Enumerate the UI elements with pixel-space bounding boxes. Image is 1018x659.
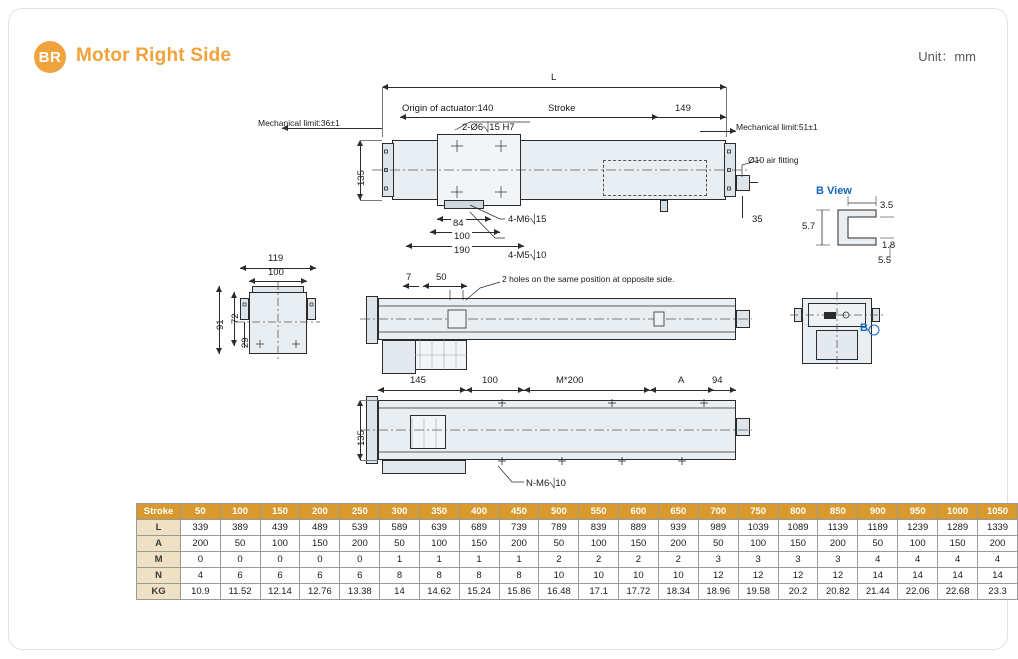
cell: 489	[300, 520, 340, 536]
bview-title: B View	[816, 185, 852, 197]
bview-dim-3-5: 3.5	[880, 200, 894, 211]
unit-label: Unit：mm	[918, 49, 976, 64]
dim-190: 190	[454, 245, 470, 256]
cell: 3	[738, 552, 778, 568]
row-label: M	[137, 552, 181, 568]
table-row	[137, 568, 1018, 584]
cell: 21.44	[858, 584, 898, 600]
top-view-air-fitting	[736, 175, 750, 191]
cell: 989	[698, 520, 738, 536]
cell: 150	[300, 536, 340, 552]
table-col-header: 700	[698, 504, 738, 520]
cell: 200	[658, 536, 698, 552]
cell: 19.58	[738, 584, 778, 600]
cell: 739	[499, 520, 539, 536]
dim-35: 35	[752, 214, 763, 225]
bottom-view-gearhead	[410, 415, 446, 449]
cell: 1139	[818, 520, 858, 536]
cell: 12	[818, 568, 858, 584]
top-view-slider-tab	[444, 200, 484, 209]
cell: 50	[220, 536, 260, 552]
cell: 4	[898, 552, 938, 568]
cell: 439	[260, 520, 300, 536]
cell: 14.62	[419, 584, 459, 600]
row-label: A	[137, 536, 181, 552]
mech-limit-left: Mechanical limit:36±1	[258, 118, 340, 128]
top-view-left-plate	[382, 143, 394, 197]
cell: 11.52	[220, 584, 260, 600]
cell: 14	[858, 568, 898, 584]
cell: 939	[658, 520, 698, 536]
section-badge: BR	[34, 41, 66, 73]
right-view-upper	[808, 303, 866, 327]
cell: 16.48	[539, 584, 579, 600]
cell: 200	[340, 536, 380, 552]
cell: 6	[300, 568, 340, 584]
dim-149: 149	[675, 103, 691, 114]
left-view-top-plate	[252, 286, 304, 293]
cell: 10.9	[181, 584, 221, 600]
table-col-header: 650	[658, 504, 698, 520]
cell: 1289	[938, 520, 978, 536]
cell: 1	[380, 552, 419, 568]
cell: 6	[340, 568, 380, 584]
cell: 12	[738, 568, 778, 584]
right-view-tab-l	[794, 308, 802, 322]
table-col-header: 850	[818, 504, 858, 520]
cell: 12.14	[260, 584, 300, 600]
table-col-header: 1000	[938, 504, 978, 520]
bview-dim-1-8: 1.8	[882, 240, 896, 251]
page-title: Motor Right Side	[76, 45, 232, 66]
origin-note: Origin of actuator:140	[402, 103, 494, 114]
cell: 50	[380, 536, 419, 552]
table-row	[137, 536, 1018, 552]
cell: 1189	[858, 520, 898, 536]
table-col-header: 200	[300, 504, 340, 520]
cell: 100	[419, 536, 459, 552]
cell: 1039	[738, 520, 778, 536]
table-col-header: 800	[778, 504, 818, 520]
table-row	[137, 584, 1018, 600]
cell: 50	[698, 536, 738, 552]
dim-A: A	[678, 375, 685, 386]
table-row	[137, 552, 1018, 568]
middle-view-body	[378, 298, 736, 340]
cell: 18.34	[658, 584, 698, 600]
cell: 339	[181, 520, 221, 536]
bolt-callout-2: 4-M5⎷10	[508, 250, 547, 261]
cell: 4	[858, 552, 898, 568]
cell: 639	[419, 520, 459, 536]
bottom-callout: N-M6⎷10	[526, 478, 566, 489]
dim-100-bottom: 100	[482, 375, 498, 386]
cell: 589	[380, 520, 419, 536]
cell: 10	[658, 568, 698, 584]
cell: 14	[898, 568, 938, 584]
cell: 10	[579, 568, 619, 584]
table-col-header: 250	[340, 504, 380, 520]
table-col-header: 950	[898, 504, 938, 520]
cell: 1	[499, 552, 539, 568]
table-col-header: 550	[579, 504, 619, 520]
table-col-header: 500	[539, 504, 579, 520]
cell: 4	[181, 568, 221, 584]
cell: 50	[539, 536, 579, 552]
cell: 100	[738, 536, 778, 552]
row-label: N	[137, 568, 181, 584]
hole-callout: 2-Ø6⎷15 H7	[462, 122, 515, 133]
cell: 6	[260, 568, 300, 584]
cell: 22.68	[938, 584, 978, 600]
cell: 22.06	[898, 584, 938, 600]
cell: 150	[938, 536, 978, 552]
cell: 12	[778, 568, 818, 584]
cell: 12	[698, 568, 738, 584]
table-col-header: 400	[459, 504, 499, 520]
right-view-motor-face	[816, 330, 858, 360]
cell: 10	[539, 568, 579, 584]
bview-dim-5-5: 5.5	[878, 255, 892, 266]
table-col-header: 750	[738, 504, 778, 520]
left-view-rail-l	[240, 298, 249, 320]
middle-view-endplate	[366, 296, 378, 344]
dim-100-left: 100	[268, 267, 284, 278]
cell: 14	[978, 568, 1018, 584]
cell: 150	[778, 536, 818, 552]
cell: 1239	[898, 520, 938, 536]
holes-note: 2 holes on the same position at opposite side.	[502, 274, 675, 284]
top-view-slider	[437, 134, 521, 206]
top-view-right-plate	[724, 143, 736, 197]
table-col-header: 900	[858, 504, 898, 520]
right-view-tab-r	[872, 308, 880, 322]
cell: 889	[618, 520, 658, 536]
cell: 1089	[778, 520, 818, 536]
cell: 15.24	[459, 584, 499, 600]
cell: 6	[220, 568, 260, 584]
left-view-body	[249, 292, 307, 354]
air-fitting-label: Ø10 air fitting	[748, 155, 799, 165]
cell: 150	[459, 536, 499, 552]
dim-L: L	[551, 72, 557, 83]
bottom-view-motor-base	[382, 460, 466, 474]
cell: 10	[618, 568, 658, 584]
table-col-header: 600	[618, 504, 658, 520]
table-col-header: 350	[419, 504, 459, 520]
cell: 4	[938, 552, 978, 568]
dim-29: 29	[240, 337, 251, 348]
cell: 15.86	[499, 584, 539, 600]
dim-91: 91	[215, 319, 226, 330]
left-view-rail-r	[307, 298, 316, 320]
dim-94: 94	[712, 375, 723, 386]
dim-119: 119	[268, 253, 284, 264]
dim-7: 7	[406, 272, 412, 283]
stroke-table	[136, 503, 1018, 600]
cell: 17.72	[618, 584, 658, 600]
cell: 8	[380, 568, 419, 584]
cell: 0	[300, 552, 340, 568]
cell: 100	[898, 536, 938, 552]
cell: 23.3	[978, 584, 1018, 600]
cell: 14	[380, 584, 419, 600]
cell: 0	[340, 552, 380, 568]
top-view-port	[660, 200, 668, 212]
cell: 100	[579, 536, 619, 552]
cell: 789	[539, 520, 579, 536]
cell: 539	[340, 520, 380, 536]
cell: 2	[539, 552, 579, 568]
cell: 0	[260, 552, 300, 568]
dim-145: 145	[410, 375, 426, 386]
cell: 150	[618, 536, 658, 552]
table-col-header: 100	[220, 504, 260, 520]
dim-100-top: 100	[454, 231, 470, 242]
bottom-view-endplate	[366, 396, 378, 464]
cell: 20.82	[818, 584, 858, 600]
cell: 1339	[978, 520, 1018, 536]
row-label: L	[137, 520, 181, 536]
cell: 3	[778, 552, 818, 568]
top-view-hidden-outline	[603, 160, 707, 196]
dim-M200: M*200	[556, 375, 584, 386]
cell: 200	[181, 536, 221, 552]
table-col-header: 450	[499, 504, 539, 520]
cell: 2	[579, 552, 619, 568]
dim-84: 84	[453, 218, 464, 229]
table-header-row	[137, 504, 1018, 520]
cell: 2	[658, 552, 698, 568]
bview-dim-5-7: 5.7	[802, 221, 816, 232]
cell: 8	[459, 568, 499, 584]
cell: 100	[260, 536, 300, 552]
table-col-header: 50	[181, 504, 221, 520]
bottom-view-fitting	[736, 418, 750, 436]
cell: 200	[978, 536, 1018, 552]
middle-view-gearbox	[382, 340, 416, 374]
cell: 8	[419, 568, 459, 584]
middle-view-fitting	[736, 310, 750, 328]
table-col-header: 1050	[978, 504, 1018, 520]
dim-135-top: 135	[356, 170, 367, 186]
cell: 3	[698, 552, 738, 568]
table-col-header: Stroke	[137, 504, 181, 520]
cell: 1	[459, 552, 499, 568]
dim-50: 50	[436, 272, 447, 283]
cell: 12.76	[300, 584, 340, 600]
cell: 200	[818, 536, 858, 552]
row-label: KG	[137, 584, 181, 600]
mech-limit-right: Mechanical limit:51±1	[736, 122, 818, 132]
cell: 50	[858, 536, 898, 552]
stroke-label: Stroke	[548, 103, 576, 114]
cell: 3	[818, 552, 858, 568]
cell: 18.96	[698, 584, 738, 600]
cell: 13.38	[340, 584, 380, 600]
cell: 14	[938, 568, 978, 584]
cell: 689	[459, 520, 499, 536]
bolt-callout-1: 4-M6⎷15	[508, 214, 547, 225]
cell: 8	[499, 568, 539, 584]
cell: 200	[499, 536, 539, 552]
cell: 0	[181, 552, 221, 568]
dim-72: 72	[230, 313, 241, 324]
cell: 1	[419, 552, 459, 568]
cell: 20.2	[778, 584, 818, 600]
table-col-header: 150	[260, 504, 300, 520]
cell: 2	[618, 552, 658, 568]
table-row	[137, 520, 1018, 536]
dim-135-bottom: 135	[356, 430, 367, 446]
table-col-header: 300	[380, 504, 419, 520]
middle-view-motor	[415, 340, 467, 370]
cell: 17.1	[579, 584, 619, 600]
cell: 4	[978, 552, 1018, 568]
cell: 839	[579, 520, 619, 536]
cell: 0	[220, 552, 260, 568]
cell: 389	[220, 520, 260, 536]
bview-arrow-label: B	[860, 322, 868, 334]
